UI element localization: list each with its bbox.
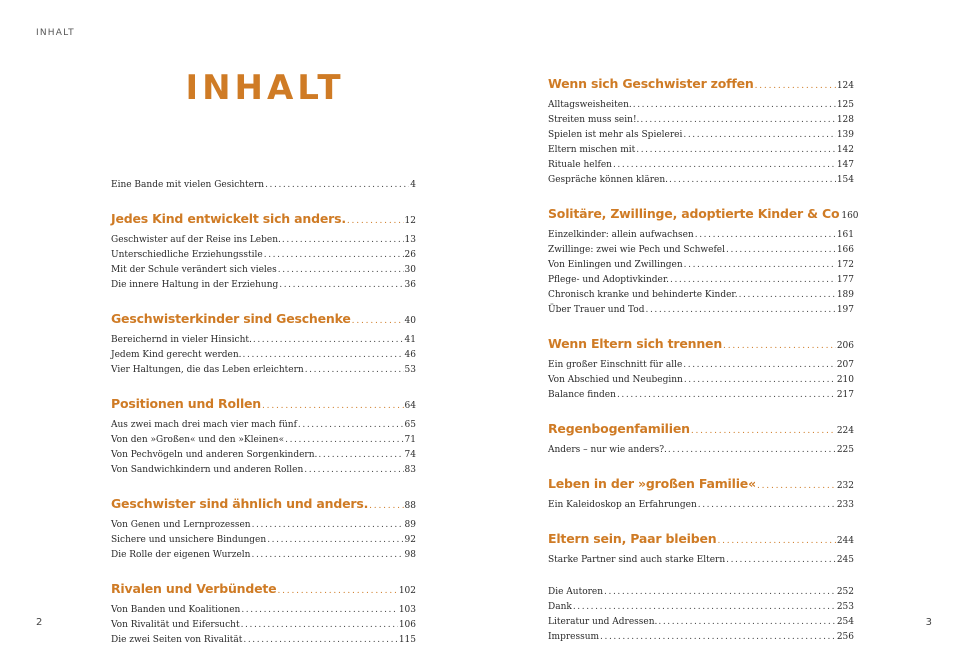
page-ref: 245	[836, 555, 854, 565]
page-ref: 92	[404, 535, 416, 545]
dot-leader	[669, 173, 836, 188]
dot-leader	[726, 243, 836, 258]
toc-entry[interactable]	[111, 533, 416, 548]
dot-leader	[352, 310, 404, 332]
entry-title: Streiten muss sein!.	[548, 115, 640, 125]
toc-entry[interactable]	[111, 603, 416, 618]
toc-chapter-heading[interactable]	[548, 333, 854, 357]
page-ref: 161	[836, 230, 854, 240]
chapter-title: Regenbogenfamilien	[548, 421, 690, 436]
entry-title: Alltagsweisheiten.	[548, 100, 632, 110]
toc-section	[548, 73, 854, 188]
toc-entry[interactable]	[111, 248, 416, 263]
entry-title: Zwillinge: zwei wie Pech und Schwefel	[548, 245, 725, 255]
toc-entry[interactable]	[548, 158, 854, 173]
chapter-title: Jedes Kind entwickelt sich anders.	[111, 211, 346, 226]
page-ref: 102	[398, 586, 416, 596]
toc-chapter-heading[interactable]	[548, 203, 859, 227]
toc-section	[548, 473, 854, 513]
page-title: INHALT	[185, 68, 345, 108]
page-ref: 12	[404, 216, 416, 226]
toc-entry[interactable]	[548, 243, 854, 258]
toc-section	[111, 393, 416, 478]
toc-entry[interactable]	[111, 518, 416, 533]
running-head: INHALT	[36, 28, 75, 38]
page-ref: 142	[836, 145, 854, 155]
toc-entry[interactable]	[111, 548, 416, 563]
dot-leader	[684, 373, 836, 388]
toc-entry[interactable]	[111, 418, 416, 433]
dot-leader	[726, 553, 836, 568]
page-ref: 30	[404, 265, 416, 275]
page-ref: 217	[836, 390, 854, 400]
entry-title: Literatur und Adressen.	[548, 617, 658, 627]
dot-leader	[241, 603, 397, 618]
dot-leader	[717, 530, 835, 552]
toc-section	[111, 493, 416, 563]
chapter-title: Wenn Eltern sich trennen	[548, 336, 723, 351]
toc-section	[111, 578, 416, 648]
page-ref: 71	[404, 435, 416, 445]
page-ref: 252	[836, 587, 854, 597]
page-ref: 53	[404, 365, 416, 375]
toc-entry[interactable]	[111, 348, 416, 363]
dot-leader	[369, 495, 403, 517]
dot-leader	[279, 278, 403, 293]
page-ref: 40	[404, 316, 416, 326]
entry-title: Von Banden und Koalitionen	[111, 605, 241, 615]
entry-title: Spielen ist mehr als Spielerei	[548, 130, 683, 140]
toc-entry[interactable]	[548, 600, 854, 615]
entry-title: Über Trauer und Tod	[548, 305, 645, 315]
page-ref: 206	[836, 341, 854, 351]
toc-chapter-heading[interactable]	[111, 308, 416, 332]
entry-title: Gespräche können klären.	[548, 175, 669, 185]
toc-entry[interactable]	[111, 178, 416, 193]
toc-section	[111, 308, 416, 378]
entry-title: Unterschiedliche Erziehungsstile	[111, 250, 263, 260]
toc-left-column	[111, 178, 416, 648]
page-number-right: 3	[925, 617, 932, 628]
toc-entry[interactable]	[548, 630, 854, 645]
dot-leader	[241, 618, 398, 633]
dot-leader	[613, 158, 836, 173]
dot-leader	[695, 228, 836, 243]
dot-leader	[636, 143, 836, 158]
dot-leader	[304, 463, 403, 478]
toc-entry[interactable]	[548, 258, 854, 273]
dot-leader	[243, 633, 397, 648]
entry-title: Von Einlingen und Zwillingen	[548, 260, 683, 270]
dot-leader	[640, 113, 835, 128]
entry-title: Pflege- und Adoptivkinder.	[548, 275, 669, 285]
toc-entry[interactable]	[111, 618, 416, 633]
dot-leader	[252, 518, 404, 533]
dot-leader	[285, 433, 403, 448]
entry-title: Balance finden	[548, 390, 616, 400]
page-ref: 103	[398, 605, 416, 615]
entry-title: Ein Kaleidoskop an Erfahrungen	[548, 500, 697, 510]
toc-entry[interactable]	[548, 498, 854, 513]
dot-leader	[305, 363, 404, 378]
page-ref: 256	[836, 632, 854, 642]
dot-leader	[262, 395, 404, 417]
page-ref: 225	[836, 445, 854, 455]
page-ref: 124	[836, 81, 854, 91]
toc-entry[interactable]	[111, 433, 416, 448]
page-ref: 64	[404, 401, 416, 411]
page-ref: 115	[398, 635, 416, 645]
page-ref: 233	[836, 500, 854, 510]
page-ref: 125	[836, 100, 854, 110]
toc-entry[interactable]	[111, 463, 416, 478]
toc-entry[interactable]	[111, 448, 416, 463]
toc-entry[interactable]	[111, 363, 416, 378]
page-ref: 46	[404, 350, 416, 360]
toc-section	[548, 418, 854, 458]
dot-leader	[658, 615, 835, 630]
toc-section	[548, 203, 859, 318]
entry-title: Die innere Haltung in der Erziehung	[111, 280, 279, 290]
dot-leader	[617, 388, 836, 403]
toc-entry[interactable]	[548, 143, 854, 158]
toc-entry[interactable]	[548, 303, 854, 318]
page-ref: 154	[836, 175, 854, 185]
dot-leader	[755, 75, 836, 97]
toc-entry[interactable]	[111, 278, 416, 293]
page-ref: 65	[404, 420, 416, 430]
toc-section	[548, 528, 854, 568]
toc-entry[interactable]	[111, 633, 416, 648]
entry-title: Die zwei Seiten von Rivalität	[111, 635, 243, 645]
dot-leader	[298, 418, 404, 433]
page-ref: 244	[836, 536, 854, 546]
entry-title: Sichere und unsichere Bindungen	[111, 535, 267, 545]
page-ref: 160	[841, 211, 859, 221]
dot-leader	[684, 258, 836, 273]
page-ref: 232	[836, 481, 854, 491]
page-ref: 147	[836, 160, 854, 170]
entry-title: Geschwister auf der Reise ins Leben.	[111, 235, 281, 245]
dot-leader	[757, 475, 836, 497]
entry-title: Dank	[548, 602, 572, 612]
chapter-title: Geschwisterkinder sind Geschenke	[111, 311, 351, 326]
page-ref: 41	[404, 335, 416, 345]
toc-section	[548, 585, 854, 645]
dot-leader	[691, 420, 836, 442]
toc-right-column	[548, 73, 859, 648]
dot-leader	[698, 498, 836, 513]
toc-entry[interactable]	[548, 388, 854, 403]
dot-leader	[265, 178, 409, 193]
entry-title: Einzelkinder: allein aufwachsen	[548, 230, 694, 240]
dot-leader	[604, 585, 836, 600]
entry-title: Von Rivalität und Eifersucht	[111, 620, 240, 630]
entry-title: Chronisch kranke und behinderte Kinder.	[548, 290, 738, 300]
toc-chapter-heading[interactable]	[111, 578, 416, 602]
entry-title: Von Genen und Lernprozessen	[111, 520, 251, 530]
dot-leader	[739, 288, 836, 303]
page-ref: 207	[836, 360, 854, 370]
chapter-title: Rivalen und Verbündete	[111, 581, 277, 596]
entry-title: Rituale helfen	[548, 160, 612, 170]
page-ref: 210	[836, 375, 854, 385]
dot-leader	[600, 630, 836, 645]
toc-entry[interactable]	[548, 553, 854, 568]
dot-leader	[277, 580, 397, 602]
toc-entry[interactable]	[548, 98, 854, 113]
page-ref: 189	[836, 290, 854, 300]
toc-chapter-heading[interactable]	[548, 473, 854, 497]
entry-title: Von Abschied und Neubeginn	[548, 375, 683, 385]
toc-section	[111, 178, 416, 193]
page-ref: 106	[398, 620, 416, 630]
dot-leader	[633, 98, 836, 113]
entry-title: Vier Haltungen, die das Leben erleichtern	[111, 365, 304, 375]
dot-leader	[683, 128, 835, 143]
page-ref: 83	[404, 465, 416, 475]
toc-entry[interactable]	[548, 128, 854, 143]
page-ref: 98	[404, 550, 416, 560]
toc-entry[interactable]	[548, 288, 854, 303]
page-ref: 88	[404, 501, 416, 511]
page-ref: 197	[836, 305, 854, 315]
dot-leader	[264, 248, 404, 263]
entry-title: Von den »Großen« und den »Kleinen«	[111, 435, 285, 445]
dot-leader	[318, 448, 403, 463]
page-ref: 166	[836, 245, 854, 255]
chapter-title: Positionen und Rollen	[111, 396, 262, 411]
entry-title: Impressum	[548, 632, 600, 642]
toc-chapter-heading[interactable]	[548, 418, 854, 442]
entry-title: Die Rolle der eigenen Wurzeln	[111, 550, 251, 560]
dot-leader	[670, 273, 836, 288]
toc-entry[interactable]	[548, 113, 854, 128]
toc-entry[interactable]	[548, 443, 854, 458]
page-ref: 224	[836, 426, 854, 436]
entry-title: Mit der Schule verändert sich vieles	[111, 265, 277, 275]
toc-entry[interactable]	[111, 233, 416, 248]
dot-leader	[253, 333, 404, 348]
page-ref: 177	[836, 275, 854, 285]
toc-section	[548, 333, 854, 403]
toc-section	[111, 208, 416, 293]
dot-leader	[243, 348, 404, 363]
toc-chapter-heading[interactable]	[111, 393, 416, 417]
chapter-title: Solitäre, Zwillinge, adoptierte Kinder & Co	[548, 206, 840, 221]
entry-title: Von Pechvögeln und anderen Sorgenkindern.	[111, 450, 318, 460]
dot-leader	[668, 443, 836, 458]
toc-chapter-heading[interactable]	[548, 528, 854, 552]
page-number-left: 2	[36, 617, 43, 628]
toc-chapter-heading[interactable]	[548, 73, 854, 97]
toc-entry[interactable]	[111, 263, 416, 278]
page-ref: 128	[836, 115, 854, 125]
entry-title: Anders – nur wie anders?.	[548, 445, 667, 455]
toc-chapter-heading[interactable]	[111, 493, 416, 517]
page-ref: 254	[836, 617, 854, 627]
toc-chapter-heading[interactable]	[111, 208, 416, 232]
entry-title: Eine Bande mit vielen Gesichtern	[111, 180, 265, 190]
page-ref: 4	[410, 180, 416, 190]
dot-leader	[646, 303, 836, 318]
page-ref: 74	[404, 450, 416, 460]
chapter-title: Wenn sich Geschwister zoffen	[548, 76, 754, 91]
chapter-title: Eltern sein, Paar bleiben	[548, 531, 717, 546]
entry-title: Eltern mischen mit	[548, 145, 636, 155]
toc-entry[interactable]	[548, 358, 854, 373]
entry-title: Die Autoren	[548, 587, 604, 597]
entry-title: Bereichernd in vieler Hinsicht.	[111, 335, 252, 345]
dot-leader	[282, 233, 404, 248]
dot-leader	[267, 533, 403, 548]
dot-leader	[347, 210, 404, 232]
page-ref: 26	[404, 250, 416, 260]
toc-entry[interactable]	[548, 173, 854, 188]
page-ref: 139	[836, 130, 854, 140]
toc-entry[interactable]	[548, 585, 854, 600]
dot-leader	[683, 358, 836, 373]
chapter-title: Leben in der »großen Familie«	[548, 476, 756, 491]
dot-leader	[278, 263, 404, 278]
page-ref: 13	[404, 235, 416, 245]
entry-title: Starke Partner sind auch starke Eltern	[548, 555, 726, 565]
toc-entry[interactable]	[548, 273, 854, 288]
dot-leader	[723, 335, 836, 357]
page-ref: 36	[404, 280, 416, 290]
dot-leader	[251, 548, 403, 563]
entry-title: Ein großer Einschnitt für alle	[548, 360, 683, 370]
chapter-title: Geschwister sind ähnlich und anders.	[111, 496, 369, 511]
page-ref: 172	[836, 260, 854, 270]
page-ref: 89	[404, 520, 416, 530]
toc-entry[interactable]	[548, 373, 854, 388]
entry-title: Von Sandwichkindern und anderen Rollen	[111, 465, 304, 475]
toc-entry[interactable]	[548, 228, 854, 243]
entry-title: Aus zwei mach drei mach vier mach fünf	[111, 420, 297, 430]
toc-entry[interactable]	[548, 615, 854, 630]
dot-leader	[573, 600, 836, 615]
entry-title: Jedem Kind gerecht werden.	[111, 350, 242, 360]
page-ref: 253	[836, 602, 854, 612]
toc-entry[interactable]	[111, 333, 416, 348]
